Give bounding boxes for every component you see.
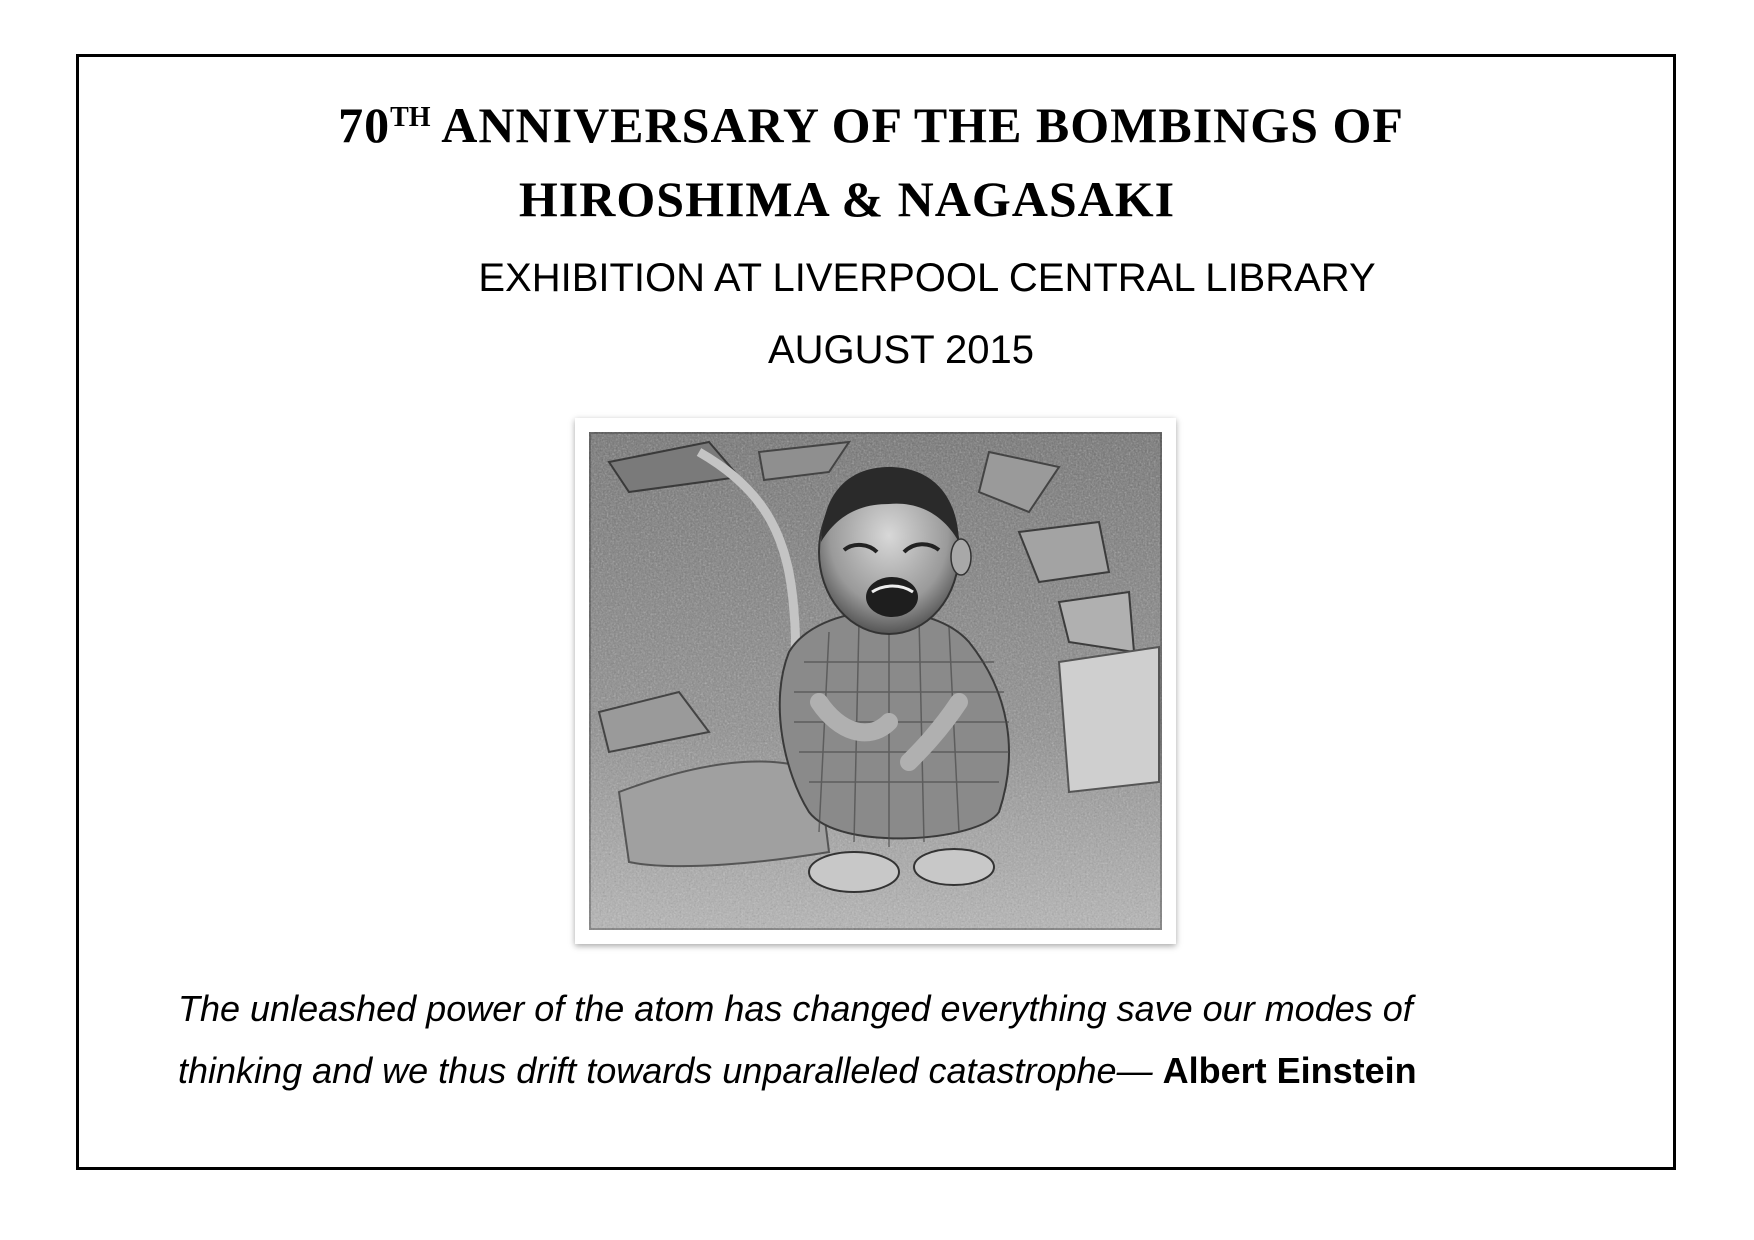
ordinal-suffix: TH [390, 102, 431, 133]
einstein-quote [178, 978, 1578, 1102]
photo-card [575, 418, 1176, 944]
quote-text-line-2: thinking and we thus drift towards unparalleled catastrophe— [178, 1050, 1163, 1091]
exhibition-date: AUGUST 2015 [767, 328, 1035, 372]
quote-text-line-1: The unleashed power of the atom has changed everything save our modes of [178, 988, 1413, 1029]
poster-title-line-1 [0, 97, 1748, 153]
anniversary-number: 70 [338, 97, 391, 153]
crying-child-photo [589, 432, 1162, 930]
title-line-1-text: ANNIVERSARY OF THE BOMBINGS OF [430, 97, 1404, 153]
poster-title-line-2: HIROSHIMA & NAGASAKI [518, 171, 1176, 227]
exhibition-venue: EXHIBITION AT LIVERPOOL CENTRAL LIBRARY [478, 256, 1376, 300]
quote-author: Albert Einstein [1162, 1050, 1417, 1091]
